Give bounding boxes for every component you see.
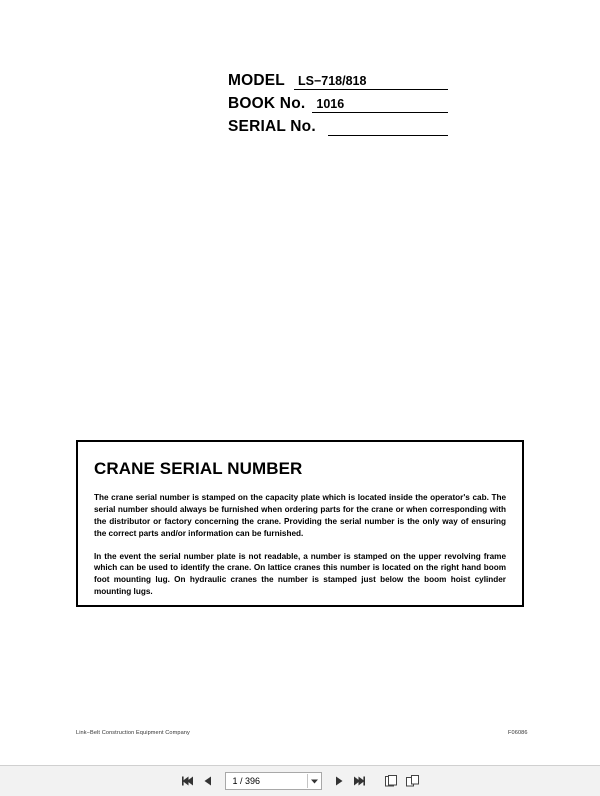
single-page-view-icon[interactable]: [384, 774, 399, 788]
model-row: [228, 70, 448, 90]
crane-serial-number-body: [94, 492, 506, 609]
chevron-down-icon[interactable]: [307, 774, 321, 788]
pdf-viewer-toolbar: [0, 765, 600, 796]
book-number-value-line: [312, 96, 448, 113]
footer-doc-code: F06086: [508, 730, 528, 736]
crane-serial-number-box: [76, 440, 524, 607]
book-number-row: [228, 93, 448, 113]
next-page-icon[interactable]: [332, 773, 346, 789]
identification-block: [228, 70, 448, 139]
crane-serial-number-heading: CRANE SERIAL NUMBER: [94, 459, 303, 478]
book-number-label: BOOK No.: [228, 95, 306, 112]
footer-company: Link−Belt Construction Equipment Company: [76, 730, 190, 736]
serial-number-row: [228, 116, 448, 136]
model-value: LS−718/818: [297, 74, 367, 88]
previous-page-icon[interactable]: [201, 773, 215, 789]
serial-number-label: SERIAL No.: [228, 118, 316, 135]
last-page-icon[interactable]: [352, 773, 366, 789]
serial-number-value-line: [328, 119, 448, 136]
book-number-value: 1016: [316, 97, 345, 111]
model-value-line: [294, 73, 448, 90]
serial-paragraph-1: The crane serial number is stamped on the capacity plate which is located inside the operator's cab. The serial number should always be furnished when ordering parts for the crane or when corresponding with the distributor or factory concerning the crane. Providing the serial number is the only way of ensuring the correct parts and/or information can be furnished.: [94, 493, 506, 538]
serial-paragraph-2: In the event the serial number plate is not readable, a number is stamped on the upper revolving frame which can be used to identify the crane. On lattice cranes this number is located on the right hand boom foot mounting lug. On hydraulic cranes the number is stamped just below the boom hoist cylinder mounting lugs.: [94, 551, 506, 597]
model-label: MODEL: [228, 72, 285, 89]
first-page-icon[interactable]: [181, 773, 195, 789]
continuous-view-icon[interactable]: [405, 774, 420, 788]
page-number-field[interactable]: [225, 772, 322, 790]
page-number-value[interactable]: 1 / 396: [232, 776, 261, 786]
